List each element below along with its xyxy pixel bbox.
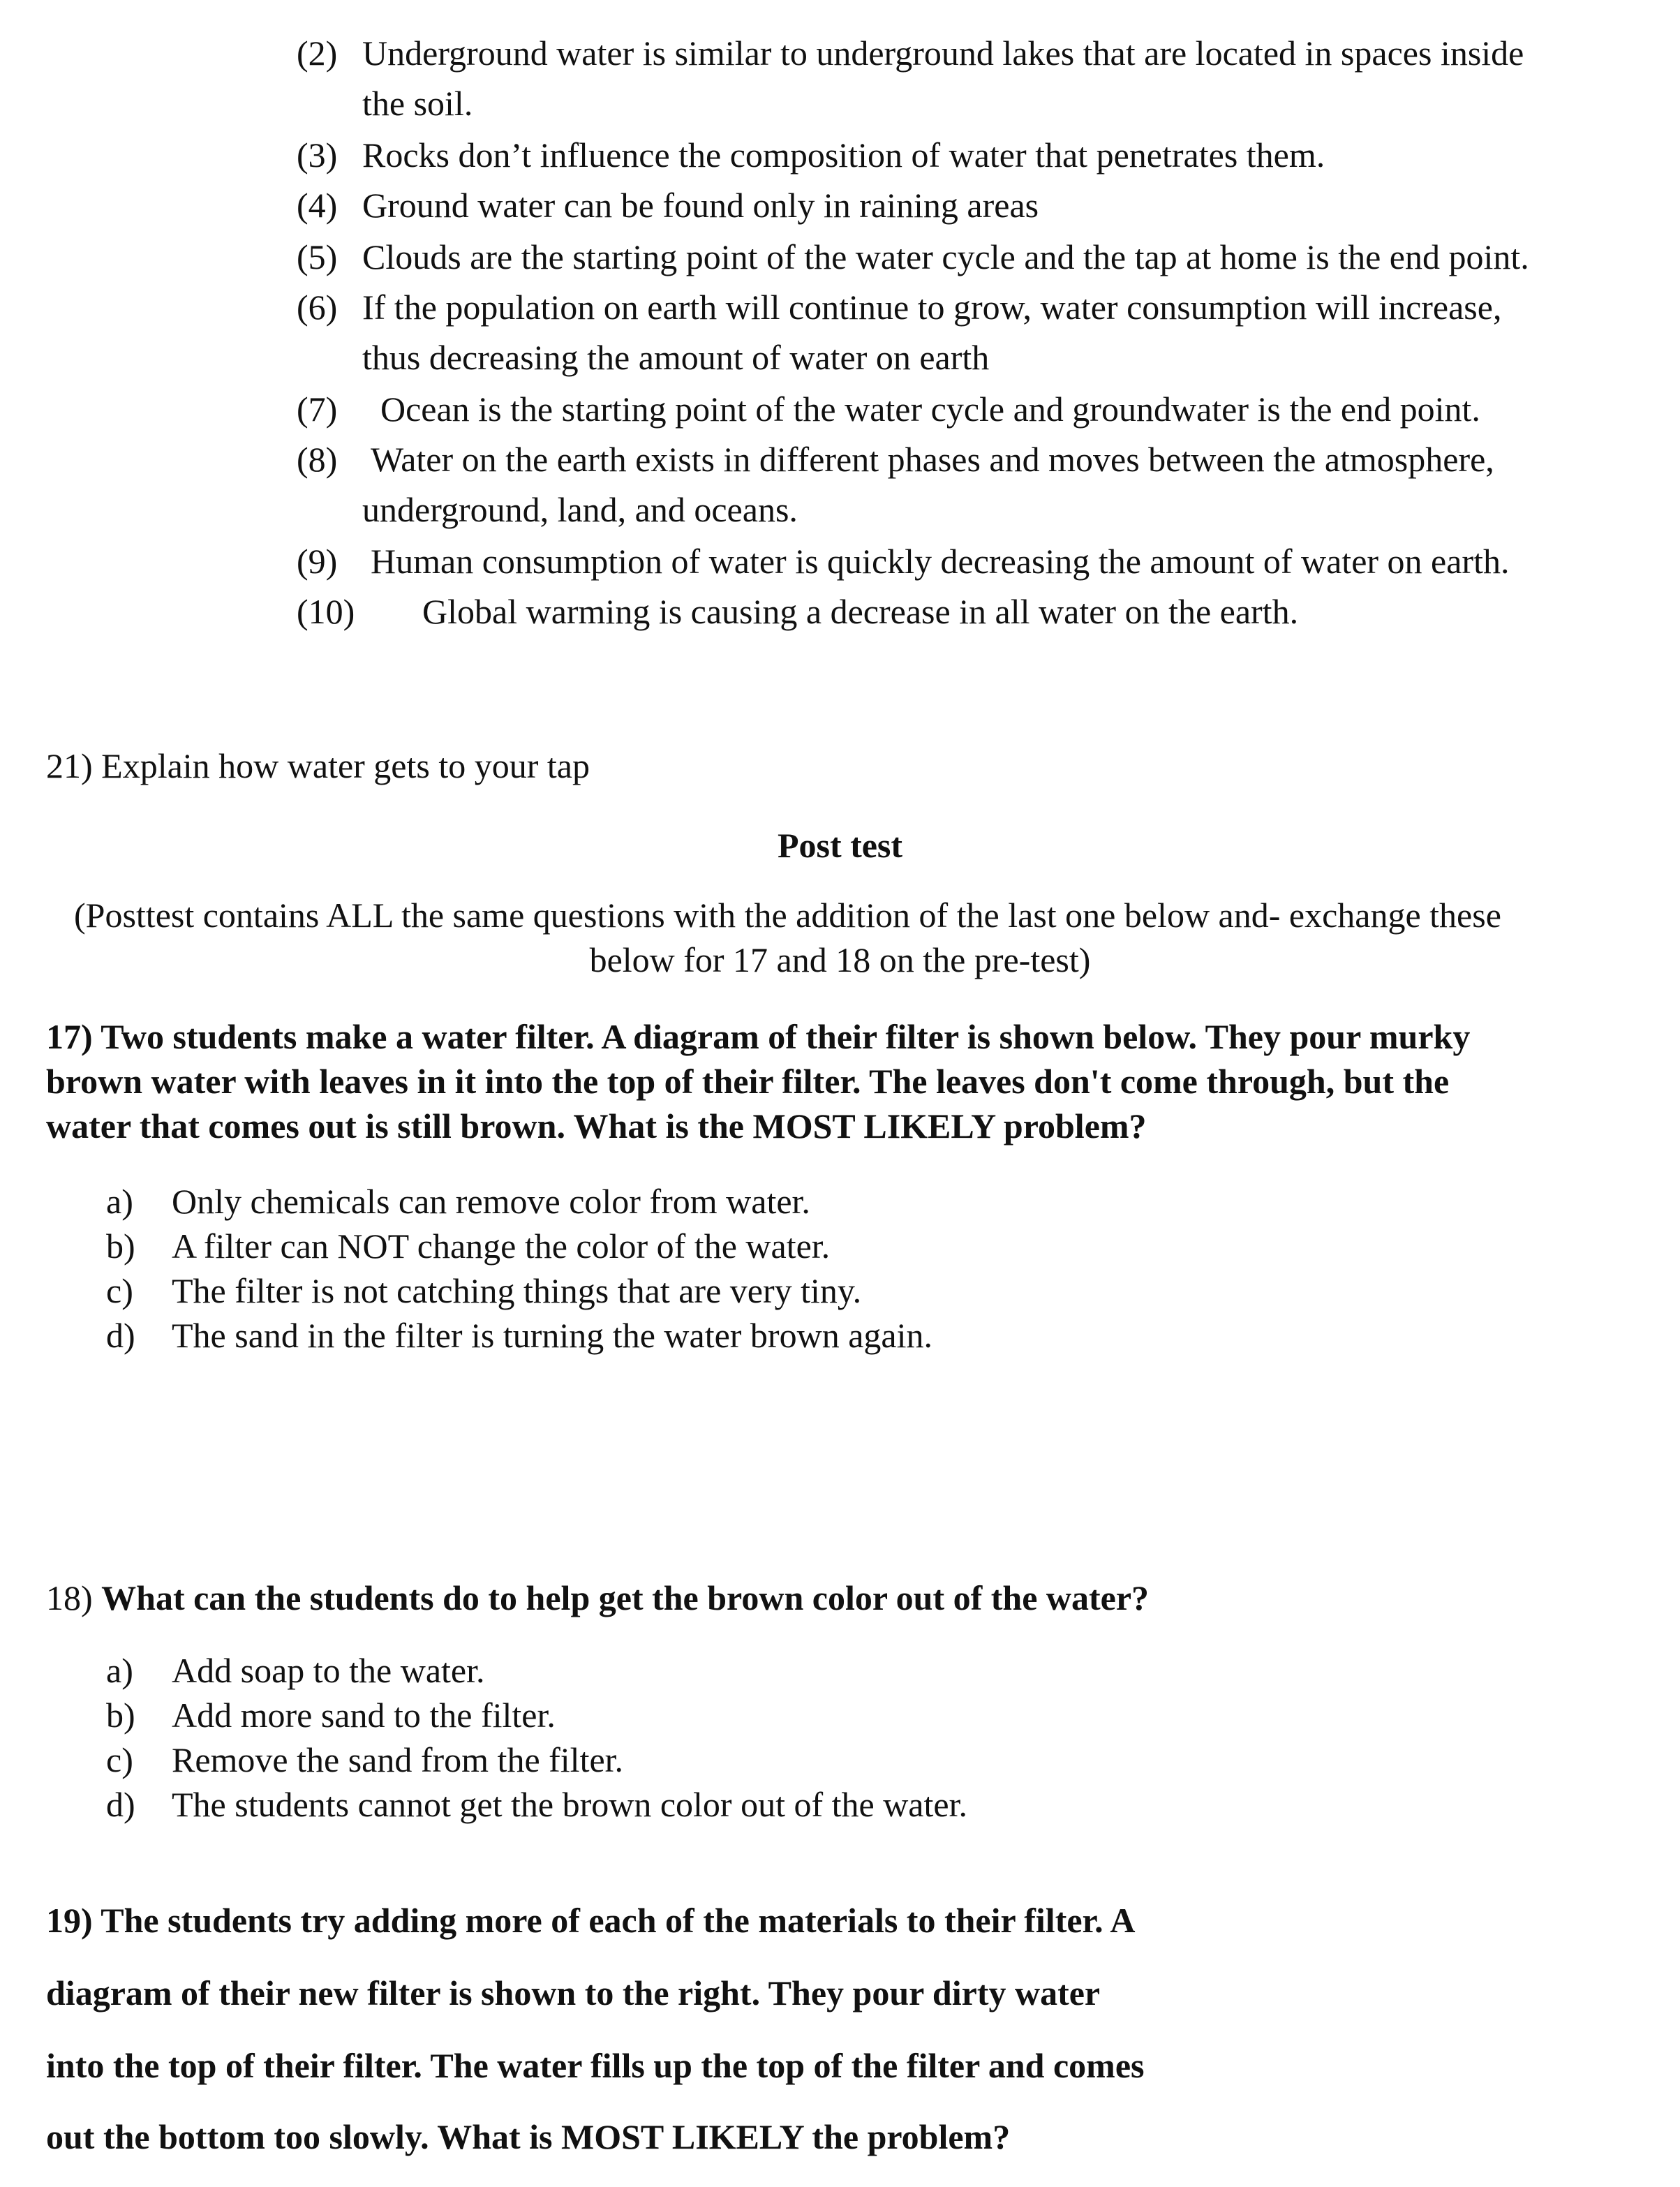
statement-text: Human consumption of water is quickly decreasing the amount of water on earth.	[371, 542, 1510, 581]
question-21: 21) Explain how water gets to your tap	[46, 746, 590, 785]
option-letter: c)	[106, 1740, 133, 1779]
option-text: Add soap to the water.	[172, 1651, 485, 1690]
statement-text: If the population on earth will continue to grow, water consumption will increase,	[362, 288, 1502, 327]
question-17-line2: brown water with leaves in it into the top of their filter. The leaves don't come through, but the	[46, 1062, 1450, 1101]
statement-number: (3)	[297, 135, 338, 175]
statement-text: the soil.	[362, 84, 473, 123]
statement-text: thus decreasing the amount of water on earth	[362, 338, 990, 377]
option-letter: c)	[106, 1271, 133, 1310]
statement-text: Water on the earth exists in different phases and moves between the atmosphere,	[371, 440, 1494, 479]
statement-number: (8)	[297, 440, 338, 479]
option-text: The sand in the filter is turning the water brown again.	[172, 1316, 932, 1355]
option-letter: a)	[106, 1651, 133, 1690]
post-test-note-line1: (Posttest contains ALL the same questions with the addition of the last one below and- exchange these	[74, 896, 1501, 935]
option-text: Only chemicals can remove color from water.	[172, 1182, 810, 1221]
post-test-title: Post test	[777, 826, 903, 865]
question-18-number: 18)	[46, 1578, 93, 1617]
post-test-note-line2: below for 17 and 18 on the pre-test)	[589, 940, 1091, 979]
option-c	[106, 1740, 624, 1780]
question-19-line1: 19) The students try adding more of each of the materials to their filter. A	[46, 1901, 1136, 1940]
option-b	[106, 1226, 831, 1266]
statement-number: (6)	[297, 288, 338, 327]
option-letter: a)	[106, 1182, 133, 1221]
option-letter: d)	[106, 1785, 135, 1824]
question-17-line1: 17) Two students make a water filter. A diagram of their filter is shown below. They pour murky	[46, 1017, 1471, 1056]
statement-text: Underground water is similar to underground lakes that are located in spaces inside	[362, 34, 1524, 73]
option-text: The students cannot get the brown color out of the water.	[172, 1785, 967, 1824]
statement-text: underground, land, and oceans.	[362, 490, 798, 529]
question-18-text	[46, 1578, 1149, 1618]
question-18-prompt: What can the students do to help get the brown color out of the water?	[101, 1578, 1150, 1617]
statement-number: (2)	[297, 34, 338, 73]
option-a	[106, 1650, 485, 1691]
option-letter: b)	[106, 1696, 135, 1735]
question-19-line2: diagram of their new filter is shown to the right. They pour dirty water	[46, 1973, 1101, 2012]
statement-number: (9)	[297, 542, 338, 581]
option-text: Remove the sand from the filter.	[172, 1740, 624, 1779]
option-d	[106, 1784, 967, 1825]
statement-number: (4)	[297, 186, 338, 225]
statement-number: (5)	[297, 237, 338, 276]
question-19-line3: into the top of their filter. The water fills up the top of the filter and comes	[46, 2046, 1145, 2085]
option-text: Add more sand to the filter.	[172, 1696, 556, 1735]
option-d	[106, 1315, 932, 1356]
statement-text: Global warming is causing a decrease in all water on the earth.	[422, 592, 1299, 631]
statement-text: Ground water can be found only in raining areas	[362, 186, 1039, 225]
question-17-line3: water that comes out is still brown. What is the MOST LIKELY problem?	[46, 1106, 1147, 1146]
option-b	[106, 1695, 556, 1735]
option-c	[106, 1270, 862, 1311]
option-letter: b)	[106, 1226, 135, 1266]
statement-number: (7)	[297, 390, 338, 429]
option-a	[106, 1181, 810, 1222]
option-text: The filter is not catching things that are very tiny.	[172, 1271, 862, 1310]
statement-text: Ocean is the starting point of the water cycle and groundwater is the end point.	[380, 390, 1480, 429]
statement-text: Clouds are the starting point of the water cycle and the tap at home is the end point.	[362, 237, 1529, 276]
question-19-line4: out the bottom too slowly. What is MOST LIKELY the problem?	[46, 2117, 1011, 2156]
statement-text: Rocks don’t influence the composition of water that penetrates them.	[362, 135, 1325, 175]
option-letter: d)	[106, 1316, 135, 1355]
statement-number: (10)	[297, 592, 355, 631]
option-text: A filter can NOT change the color of the water.	[172, 1226, 831, 1266]
